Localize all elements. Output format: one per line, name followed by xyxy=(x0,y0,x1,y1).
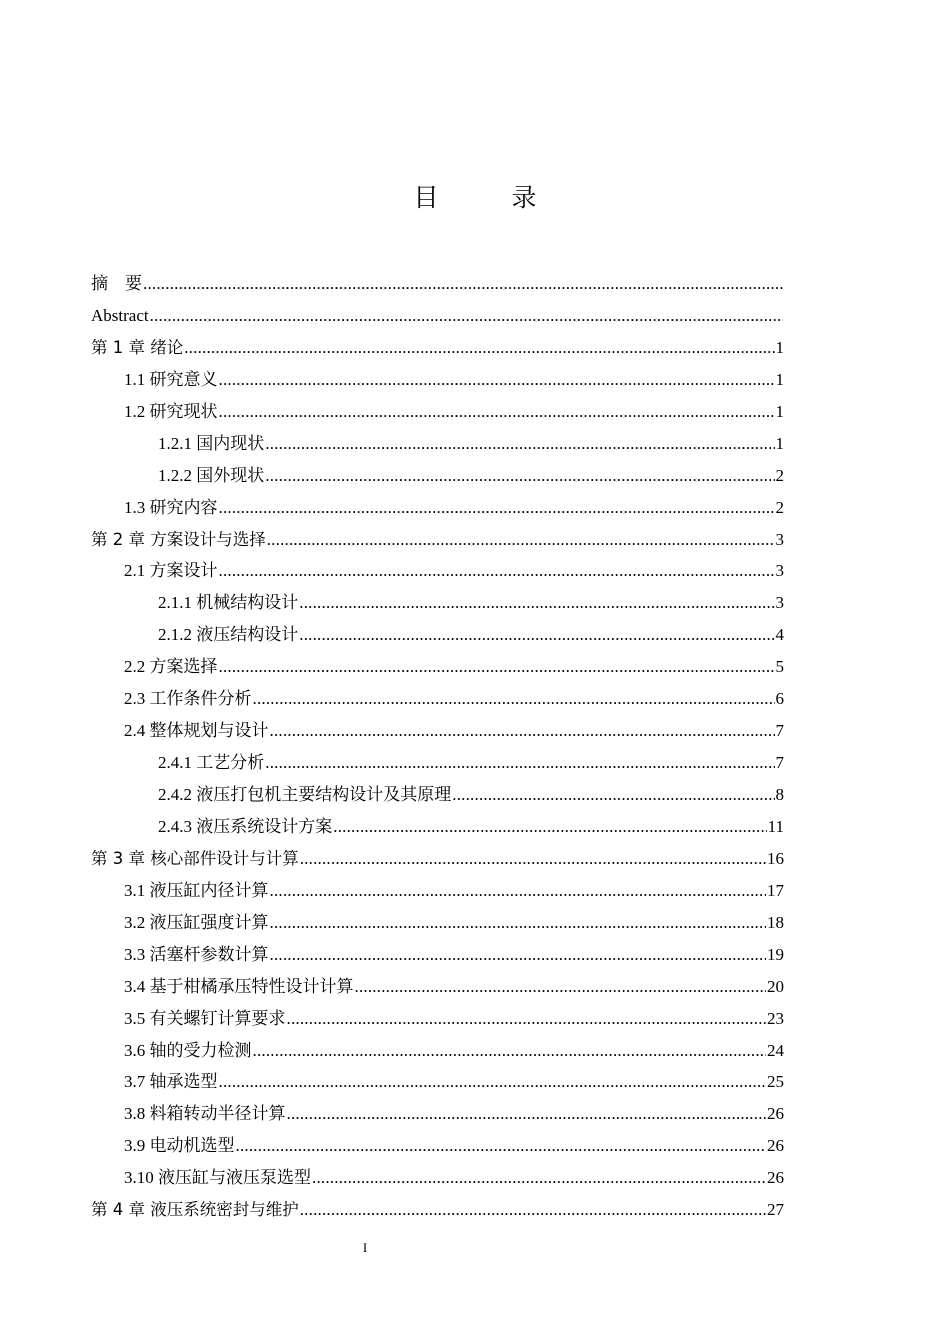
toc-entry-label: 1.3 研究内容 xyxy=(124,497,218,517)
toc-entry-label: 3.5 有关螺钉计算要求 xyxy=(124,1008,286,1028)
toc-entry-label: 2.4.1 工艺分析 xyxy=(158,753,265,773)
toc-entry-label: 3.2 液压缸强度计算 xyxy=(124,912,269,932)
toc-dot-leader xyxy=(184,332,774,364)
toc-dot-leader xyxy=(219,555,775,587)
toc-entry-page: 7 xyxy=(775,753,784,773)
toc-entry-page: 5 xyxy=(775,657,784,677)
toc-entry-page: 17 xyxy=(767,880,784,900)
toc-entry-label: 1.2.1 国内现状 xyxy=(158,433,265,453)
toc-entry[interactable] xyxy=(91,939,784,971)
toc-entry-page: 6 xyxy=(775,689,784,709)
toc-entry-page: 1 xyxy=(775,369,784,389)
toc-dot-leader xyxy=(253,683,775,715)
toc-dot-leader xyxy=(150,300,783,332)
table-of-contents xyxy=(91,268,784,1226)
toc-entry-page: 3 xyxy=(775,529,784,549)
toc-chapter-entry[interactable] xyxy=(91,843,784,875)
toc-entry-label: 3.3 活塞杆参数计算 xyxy=(124,944,269,964)
toc-entry-label: 第 3 章 核心部件设计与计算 xyxy=(91,848,299,868)
toc-entry[interactable] xyxy=(91,1035,784,1067)
toc-chapter-entry[interactable] xyxy=(91,1194,784,1226)
toc-entry[interactable] xyxy=(91,1098,784,1130)
toc-entry-label: 2.1.2 液压结构设计 xyxy=(158,625,299,645)
toc-entry[interactable] xyxy=(91,268,784,300)
toc-entry-page: 24 xyxy=(767,1040,784,1060)
toc-entry[interactable] xyxy=(91,587,784,619)
toc-entry-label: 1.2.2 国外现状 xyxy=(158,465,265,485)
toc-entry-label: Abstract xyxy=(91,305,149,325)
toc-dot-leader xyxy=(287,1098,767,1130)
toc-entry-label: 3.10 液压缸与液压泵选型 xyxy=(124,1168,311,1188)
toc-dot-leader xyxy=(219,364,775,396)
toc-entry[interactable] xyxy=(91,779,784,811)
toc-entry[interactable] xyxy=(91,907,784,939)
toc-entry-label: 2.1.1 机械结构设计 xyxy=(158,593,299,613)
toc-entry-page: 8 xyxy=(775,785,784,804)
toc-entry-label: 2.3 工作条件分析 xyxy=(124,689,252,709)
toc-entry-label: 第 1 章 绪论 xyxy=(91,337,184,357)
toc-dot-leader xyxy=(270,875,767,907)
toc-dot-leader xyxy=(236,1130,767,1162)
toc-dot-leader xyxy=(287,1003,767,1035)
toc-entry-page: 4 xyxy=(775,625,784,645)
toc-dot-leader xyxy=(143,268,783,300)
toc-dot-leader xyxy=(300,843,766,875)
toc-dot-leader xyxy=(265,460,774,492)
toc-entry-page: 23 xyxy=(767,1008,784,1028)
toc-chapter-entry[interactable] xyxy=(91,524,784,556)
toc-entry-label: 摘 要 xyxy=(91,274,142,293)
toc-dot-leader xyxy=(270,715,775,747)
toc-entry-label: 2.4.3 液压系统设计方案 xyxy=(158,816,333,836)
toc-chapter-entry[interactable] xyxy=(91,332,784,364)
toc-dot-leader xyxy=(219,396,775,428)
toc-entry[interactable] xyxy=(91,364,784,396)
toc-dot-leader xyxy=(452,779,774,811)
toc-entry-label: 3.9 电动机选型 xyxy=(124,1136,235,1156)
toc-entry-label: 2.2 方案选择 xyxy=(124,657,218,677)
toc-entry-label: 1.2 研究现状 xyxy=(124,401,218,421)
toc-entry-label: 1.1 研究意义 xyxy=(124,369,218,389)
toc-dot-leader xyxy=(267,524,775,556)
toc-entry[interactable] xyxy=(91,683,784,715)
toc-entry[interactable] xyxy=(91,747,784,779)
toc-dot-leader xyxy=(333,811,766,843)
toc-dot-leader xyxy=(265,747,774,779)
toc-entry[interactable] xyxy=(91,619,784,651)
toc-entry-page: 18 xyxy=(767,912,784,932)
toc-entry[interactable] xyxy=(91,396,784,428)
toc-dot-leader xyxy=(299,619,774,651)
toc-entry[interactable] xyxy=(91,875,784,907)
toc-entry[interactable] xyxy=(91,428,784,460)
toc-entry-page: 26 xyxy=(767,1168,784,1188)
toc-entry-label: 3.6 轴的受力检测 xyxy=(124,1040,252,1060)
toc-entry[interactable] xyxy=(91,1003,784,1035)
toc-dot-leader xyxy=(219,492,775,524)
toc-entry[interactable] xyxy=(91,651,784,683)
toc-entry[interactable] xyxy=(91,971,784,1003)
toc-entry-page: 7 xyxy=(775,721,784,741)
toc-entry-page: 3 xyxy=(775,593,784,613)
toc-entry-page: 2 xyxy=(775,465,784,485)
toc-entry-label: 2.4.2 液压打包机主要结构设计及其原理 xyxy=(158,785,452,804)
toc-entry-page: 1 xyxy=(775,337,784,357)
toc-entry-page: 1 xyxy=(775,433,784,453)
toc-dot-leader xyxy=(270,939,767,971)
toc-entry-label: 2.4 整体规划与设计 xyxy=(124,721,269,741)
toc-entry[interactable] xyxy=(91,555,784,587)
toc-entry-page: 26 xyxy=(767,1104,784,1124)
toc-entry-page: 20 xyxy=(767,976,784,996)
toc-entry-page: 1 xyxy=(775,401,784,421)
toc-entry[interactable] xyxy=(91,1066,784,1098)
toc-dot-leader xyxy=(253,1035,767,1067)
toc-dot-leader xyxy=(219,651,775,683)
toc-entry[interactable] xyxy=(91,811,784,843)
toc-dot-leader xyxy=(265,428,774,460)
toc-entry-label: 2.1 方案设计 xyxy=(124,561,218,581)
toc-entry-page: 26 xyxy=(767,1136,784,1156)
toc-entry-page: 19 xyxy=(767,944,784,964)
toc-entry[interactable] xyxy=(91,492,784,524)
toc-dot-leader xyxy=(219,1066,767,1098)
toc-entry[interactable] xyxy=(91,715,784,747)
page-title: 目 录 xyxy=(413,185,561,212)
toc-entry-page: 25 xyxy=(767,1072,784,1092)
toc-entry-page: 3 xyxy=(775,561,784,581)
toc-entry-page: 16 xyxy=(767,848,784,868)
toc-entry-page: 27 xyxy=(767,1200,784,1220)
toc-dot-leader xyxy=(312,1162,766,1194)
toc-entry-label: 第 4 章 液压系统密封与维护 xyxy=(91,1200,299,1220)
toc-entry[interactable] xyxy=(91,300,784,332)
toc-entry-label: 3.4 基于柑橘承压特性设计计算 xyxy=(124,976,354,996)
toc-entry-label: 3.7 轴承选型 xyxy=(124,1072,218,1092)
toc-entry[interactable] xyxy=(91,1130,784,1162)
toc-entry-page: 2 xyxy=(775,497,784,517)
toc-entry[interactable] xyxy=(91,460,784,492)
toc-dot-leader xyxy=(270,907,767,939)
toc-dot-leader xyxy=(300,1194,766,1226)
toc-dot-leader xyxy=(355,971,767,1003)
toc-entry-page: 11 xyxy=(767,816,784,836)
page-number: I xyxy=(362,1240,368,1255)
toc-entry-label: 3.1 液压缸内径计算 xyxy=(124,880,269,900)
toc-entry-label: 第 2 章 方案设计与选择 xyxy=(91,529,266,549)
toc-dot-leader xyxy=(299,587,774,619)
toc-entry-label: 3.8 料箱转动半径计算 xyxy=(124,1104,286,1124)
toc-entry[interactable] xyxy=(91,1162,784,1194)
